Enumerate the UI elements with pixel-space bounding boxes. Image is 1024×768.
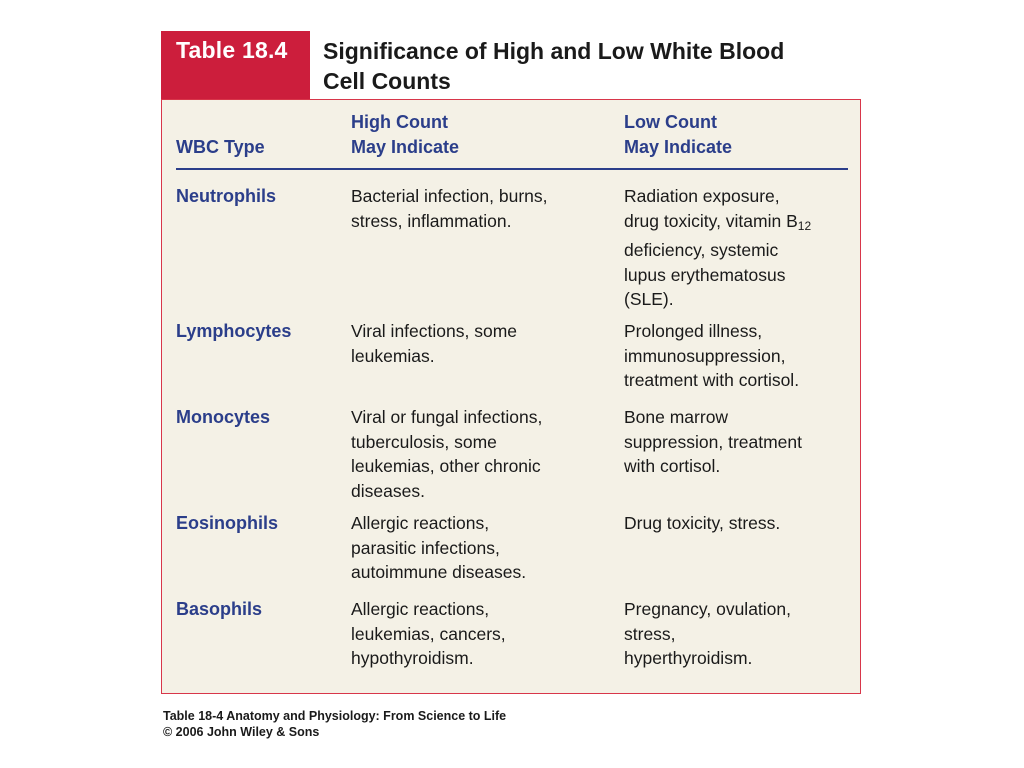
cell-line: Drug toxicity, stress. bbox=[624, 513, 781, 533]
wbc-table bbox=[161, 99, 861, 694]
cell-line: stress, bbox=[624, 623, 676, 644]
low-count-eosinophils bbox=[624, 511, 854, 536]
cell-line bbox=[624, 209, 854, 239]
cell-line: immunosuppression, bbox=[624, 345, 786, 366]
cell-line: parasitic infections, bbox=[351, 537, 500, 558]
cell-line: treatment with cortisol. bbox=[624, 370, 800, 390]
vitamin-subscript: 12 bbox=[797, 218, 812, 233]
cell-line: Bacterial infection, burns, bbox=[351, 186, 548, 206]
table-caption bbox=[163, 708, 506, 740]
cell-line: tuberculosis, some bbox=[351, 431, 497, 452]
cell-line: Viral or fungal infections, bbox=[351, 407, 543, 427]
cell-line: with cortisol. bbox=[624, 456, 721, 476]
cell-line: leukemias, other chronic bbox=[351, 456, 541, 476]
wbc-type-eosinophils: Eosinophils bbox=[176, 513, 279, 533]
column-header-high-line2: May Indicate bbox=[351, 137, 460, 157]
table-title-line2: Cell Counts bbox=[323, 68, 451, 94]
low-count-neutrophils bbox=[624, 184, 854, 312]
cell-line: Radiation exposure, bbox=[624, 186, 780, 206]
cell-line: suppression, treatment bbox=[624, 431, 803, 452]
high-count-eosinophils bbox=[351, 511, 591, 585]
cell-line: hypothyroidism. bbox=[351, 648, 474, 668]
cell-line: Prolonged illness, bbox=[624, 321, 763, 341]
cell-line: (SLE). bbox=[624, 289, 674, 309]
low-count-lymphocytes bbox=[624, 319, 854, 393]
cell-line: Allergic reactions, bbox=[351, 599, 490, 619]
high-count-monocytes bbox=[351, 405, 591, 503]
cell-line: Pregnancy, ovulation, bbox=[624, 599, 792, 619]
wbc-type-neutrophils: Neutrophils bbox=[176, 186, 277, 206]
cell-line: Bone marrow bbox=[624, 407, 729, 427]
cell-line: lupus erythematosus bbox=[624, 264, 786, 285]
wbc-type-monocytes: Monocytes bbox=[176, 407, 271, 427]
column-header-high-line1: High Count bbox=[351, 112, 448, 132]
cell-line: autoimmune diseases. bbox=[351, 562, 527, 582]
low-count-monocytes bbox=[624, 405, 854, 479]
cell-line: diseases. bbox=[351, 480, 425, 501]
column-header-wbc-type: WBC Type bbox=[176, 137, 265, 157]
cell-line: leukemias. bbox=[351, 345, 435, 366]
caption-line1: Table 18-4 Anatomy and Physiology: From Science to Life bbox=[163, 709, 507, 723]
table-label-box bbox=[161, 31, 310, 100]
cell-line: stress, inflammation. bbox=[351, 210, 512, 231]
caption-line2: © 2006 John Wiley & Sons bbox=[163, 725, 320, 739]
table-title bbox=[323, 36, 863, 96]
low-count-basophils bbox=[624, 597, 854, 671]
cell-line: Allergic reactions, bbox=[351, 513, 490, 533]
high-count-lymphocytes bbox=[351, 319, 591, 368]
cell-line: leukemias, cancers, bbox=[351, 623, 506, 644]
high-count-basophils bbox=[351, 597, 591, 671]
table-title-line1: Significance of High and Low White Blood bbox=[323, 38, 785, 64]
header-divider bbox=[176, 168, 848, 170]
cell-line: hyperthyroidism. bbox=[624, 648, 753, 668]
cell-line-text: drug toxicity, vitamin B bbox=[624, 210, 798, 231]
table-label: Table 18.4 bbox=[176, 37, 288, 63]
cell-line: Viral infections, some bbox=[351, 321, 518, 341]
wbc-type-basophils: Basophils bbox=[176, 599, 263, 619]
cell-line: deficiency, systemic bbox=[624, 240, 779, 260]
column-header-high-count bbox=[351, 110, 459, 160]
column-header-low-count bbox=[624, 110, 732, 160]
wbc-type-lymphocytes: Lymphocytes bbox=[176, 321, 292, 341]
column-header-low-line2: May Indicate bbox=[624, 137, 733, 157]
high-count-neutrophils bbox=[351, 184, 591, 233]
column-header-low-line1: Low Count bbox=[624, 112, 717, 132]
